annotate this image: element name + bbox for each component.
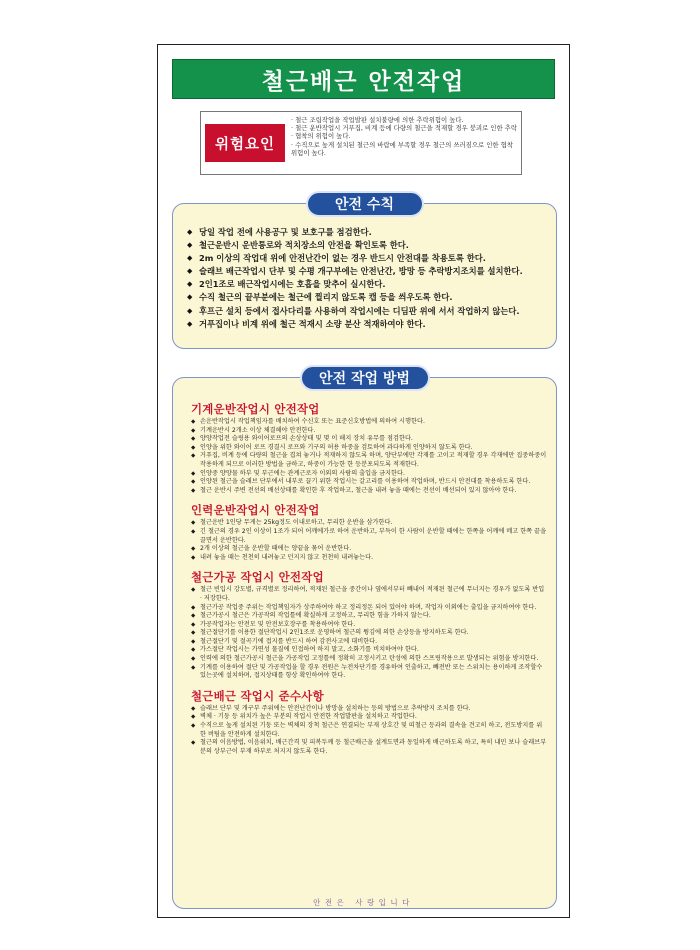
group-list-manual-transport [191, 519, 548, 562]
method-item: ◆ 인양중 양양물 하부 및 부근에는 관계근로자 이외의 사람의 출입을 금지한다. [191, 470, 548, 479]
rule-item: ◆ 후프근 설치 등에서 접사다리를 사용하여 작업시에는 디딤판 위에 서서 작업하지 않는다. [187, 305, 550, 318]
hazard-item: · 철근 조립작업을 작업발판 설치불량에 의한 추락위험이 높다. [291, 116, 517, 124]
method-item: ◆ 인양된 철근을 슬래브 단부에서 내부로 끌기 위한 작업시는 갈고리를 이용하여 작업하며, 반드시 안전대를 착용하도록 한다. [191, 478, 548, 487]
group-title-rebar-placement: 철근배근 작업시 준수사항 [191, 688, 324, 703]
rule-item: ◆ 거푸집이나 비계 위에 철근 적재시 소량 분산 적재하여야 한다. [187, 318, 550, 331]
rule-item: ◆ 당일 작업 전에 사용공구 및 보호구를 점검한다. [187, 226, 550, 239]
method-item: ◆ 슬래브 단부 및 개구부 주위에는 안전난간이나 방망을 설치하는 등의 방법으로 추락방지 조치를 한다. [191, 705, 548, 714]
method-item: ◆ 수직으로 높게 설치된 기둥 또는 벽체의 장척 철근은 연결되는 부재 상호간 및 띠철근 등과의 결속을 견고히 하고, 전도방지를 위한 버팀을 안전하게 설치한다. [191, 722, 548, 739]
poster-title: 철근배근 안전작업 [261, 68, 466, 95]
group-list-rebar-processing [191, 586, 548, 681]
method-item: ◆ 인력에 의한 철근가공시 철근을 가공작업 고정틀에 정확히 고정시키고 탄성에 의한 스프링작용으로 발생되는 위험을 방지한다. [191, 655, 548, 664]
rule-item: ◆ 철근운반시 운반통로와 적치장소의 안전을 확인토록 한다. [187, 239, 550, 252]
rule-item: ◆ 2인1조로 배근작업시에는 호흡을 맞추어 실시한다. [187, 278, 550, 291]
hazard-label: 위험요인 [205, 124, 285, 162]
method-item: ◆ 인양을 위한 와이어 로프 경결시 로프와 기구의 허용 하중을 검토하여 과다하게 인양하지 않도록 한다. [191, 444, 548, 453]
hazard-list [291, 112, 521, 174]
safety-rules-list [187, 226, 550, 331]
method-item: ◆ 철근의 이음방법, 이음위치, 배근간격 및 피복두께 등 철근배근을 설계도면과 동일하게 배근하도록 하고, 특히 내민 보나 슬래브부분의 상부근이 부재 하부로 처지지 않도록 한다. [191, 739, 548, 756]
group-list-machine-transport [191, 418, 548, 495]
method-item: ◆ 내려 놓을 때는 천천히 내려놓고 던지지 않고 천천히 내려놓는다. [191, 554, 548, 563]
group-list-rebar-placement [191, 705, 548, 757]
method-item: ◆ 기계운반시 2개소 이상 체결해야 안전한다. [191, 427, 548, 436]
rule-item: ◆ 수직 철근의 끝부분에는 철근에 찔리지 않도록 캡 등을 씌우도록 한다. [187, 291, 550, 304]
method-item: ◆ 철근절단기 및 절곡기에 접지를 반드시 하여 감전사고에 대비한다. [191, 638, 548, 647]
method-item: ◆ 거푸집, 비계 등에 다량의 철근을 겹쳐 놓거나 적재하지 않도록 하며, 양단부에만 각재를 고이고 적재할 경우 각재에만 집중하중이 작용하게 되므로 이러한 방법을 금하고, 하중이 가능한 한 등분포되도록 적재한다. [191, 452, 548, 469]
rule-item: ◆ 슬래브 배근작업시 단부 및 수평 개구부에는 안전난간, 방망 등 추락방지조치를 설치한다. [187, 265, 550, 278]
safety-rules-heading: 안전 수칙 [306, 191, 424, 217]
method-item: ◆ 벽체 · 기둥 등 위치가 높은 부분의 작업시 안전한 작업발판을 설치하고 작업한다. [191, 713, 548, 722]
rule-item: ◆ 2m 이상의 작업대 위에 안전난간이 없는 경우 반드시 안전대를 착용토록 한다. [187, 252, 550, 265]
safety-rules-section [172, 197, 557, 349]
group-title-manual-transport: 인력운반작업시 안전작업 [191, 503, 320, 518]
work-methods-body [191, 400, 548, 756]
title-banner [172, 59, 555, 99]
group-title-machine-transport: 기계운반작업시 안전작업 [191, 402, 320, 416]
footer-slogan: 안전은 사랑입니다 [313, 898, 414, 907]
hazard-item: · 철근 운반작업시 거푸집, 비계 등에 다량의 철근을 적재할 경우 붕괴로 인한 추락 · 협착의 위험이 높다. [291, 124, 517, 140]
group-title-rebar-processing: 철근가공 작업시 안전작업 [191, 570, 324, 585]
method-item: ◆ 철근 빈입시 강도별, 규격별로 정리하여, 적재된 철근을 중간이나 옆에서부터 빼내어 적재된 철근에 무너지는 경우가 없도록 반입 · 저장한다. [191, 586, 548, 603]
method-item: ◆ 기계를 이용하여 절단 및 가공작업을 할 경우 전원은 누전차단기를 경유하여 인출하고, 빼전반 또는 스위치는 용이하게 조작할수 있는곳에 설치하며, 접지상태를 항상 확인하여야 한다. [191, 664, 548, 681]
method-item: ◆ 철근가공 작업중 주위는 작업책임자가 상주하여야 하고 정리정돈 되어 있어야 하며, 작업자 이외에는 출입을 금지하여야 한다. [191, 604, 548, 613]
work-methods-heading: 안전 작업 방법 [300, 365, 430, 391]
method-item: ◆ 철근운반 1인당 무게는 25kg정도 이내로하고, 무리한 운반을 삼가한다. [191, 519, 548, 528]
method-item: ◆ 양양작업전 슬링용 와이어로프의 손상상태 및 몇 이 해지 장치 유무를 점검한다. [191, 435, 548, 444]
method-item: ◆ 가공작업자는 안전모 및 안전보호장구를 착용하여야 한다. [191, 621, 548, 630]
work-methods-section [172, 371, 557, 909]
hazard-factors-box [200, 111, 522, 175]
method-item: ◆ 철근 운반시 주변 전선의 배선상태를 확인한 후 작업하고, 철근을 내려 놓을 때에는 전선이 배선되어 있지 않아야 한다. [191, 487, 548, 496]
method-item: ◆ 긴 철근의 경우 2인 이상이 1조가 되어 어깨에가로 하여 운반하고, 부득이 한 사람이 운반할 때에는 한쪽을 어깨에 메고 한쪽 끝을 끌면서 운반한다. [191, 528, 548, 545]
method-item: ◆ 철근절단기를 이용한 절단작업시 2인1조로 운영하여 철근의 튕김에 의한 손상등을 방지하도록 한다. [191, 629, 548, 638]
method-item: ◆ 철근가공시 철근은 가공작의 작업틀에 확실하게 고정하고, 무리한 힘을 가하지 않는다. [191, 612, 548, 621]
method-item: ◆ 가스절단 작업시는 가연성 물질에 인접하여 하지 말고, 소화기를 비치하여야 한다. [191, 646, 548, 655]
safety-poster [157, 44, 570, 918]
method-item: ◆ 2개 이상의 철근을 운반할 때에는 양끝을 묶어 운반한다. [191, 545, 548, 554]
hazard-item: · 수직으로 높게 설치된 철근의 바람에 부족할 경우 철근의 쓰러짐으로 인한 협착 위험이 높다. [291, 141, 517, 157]
method-item: ◆ 손운반작업시 작업책임자를 배치하여 수신호 또는 표준신호방법에 의하여 시행한다. [191, 418, 548, 427]
